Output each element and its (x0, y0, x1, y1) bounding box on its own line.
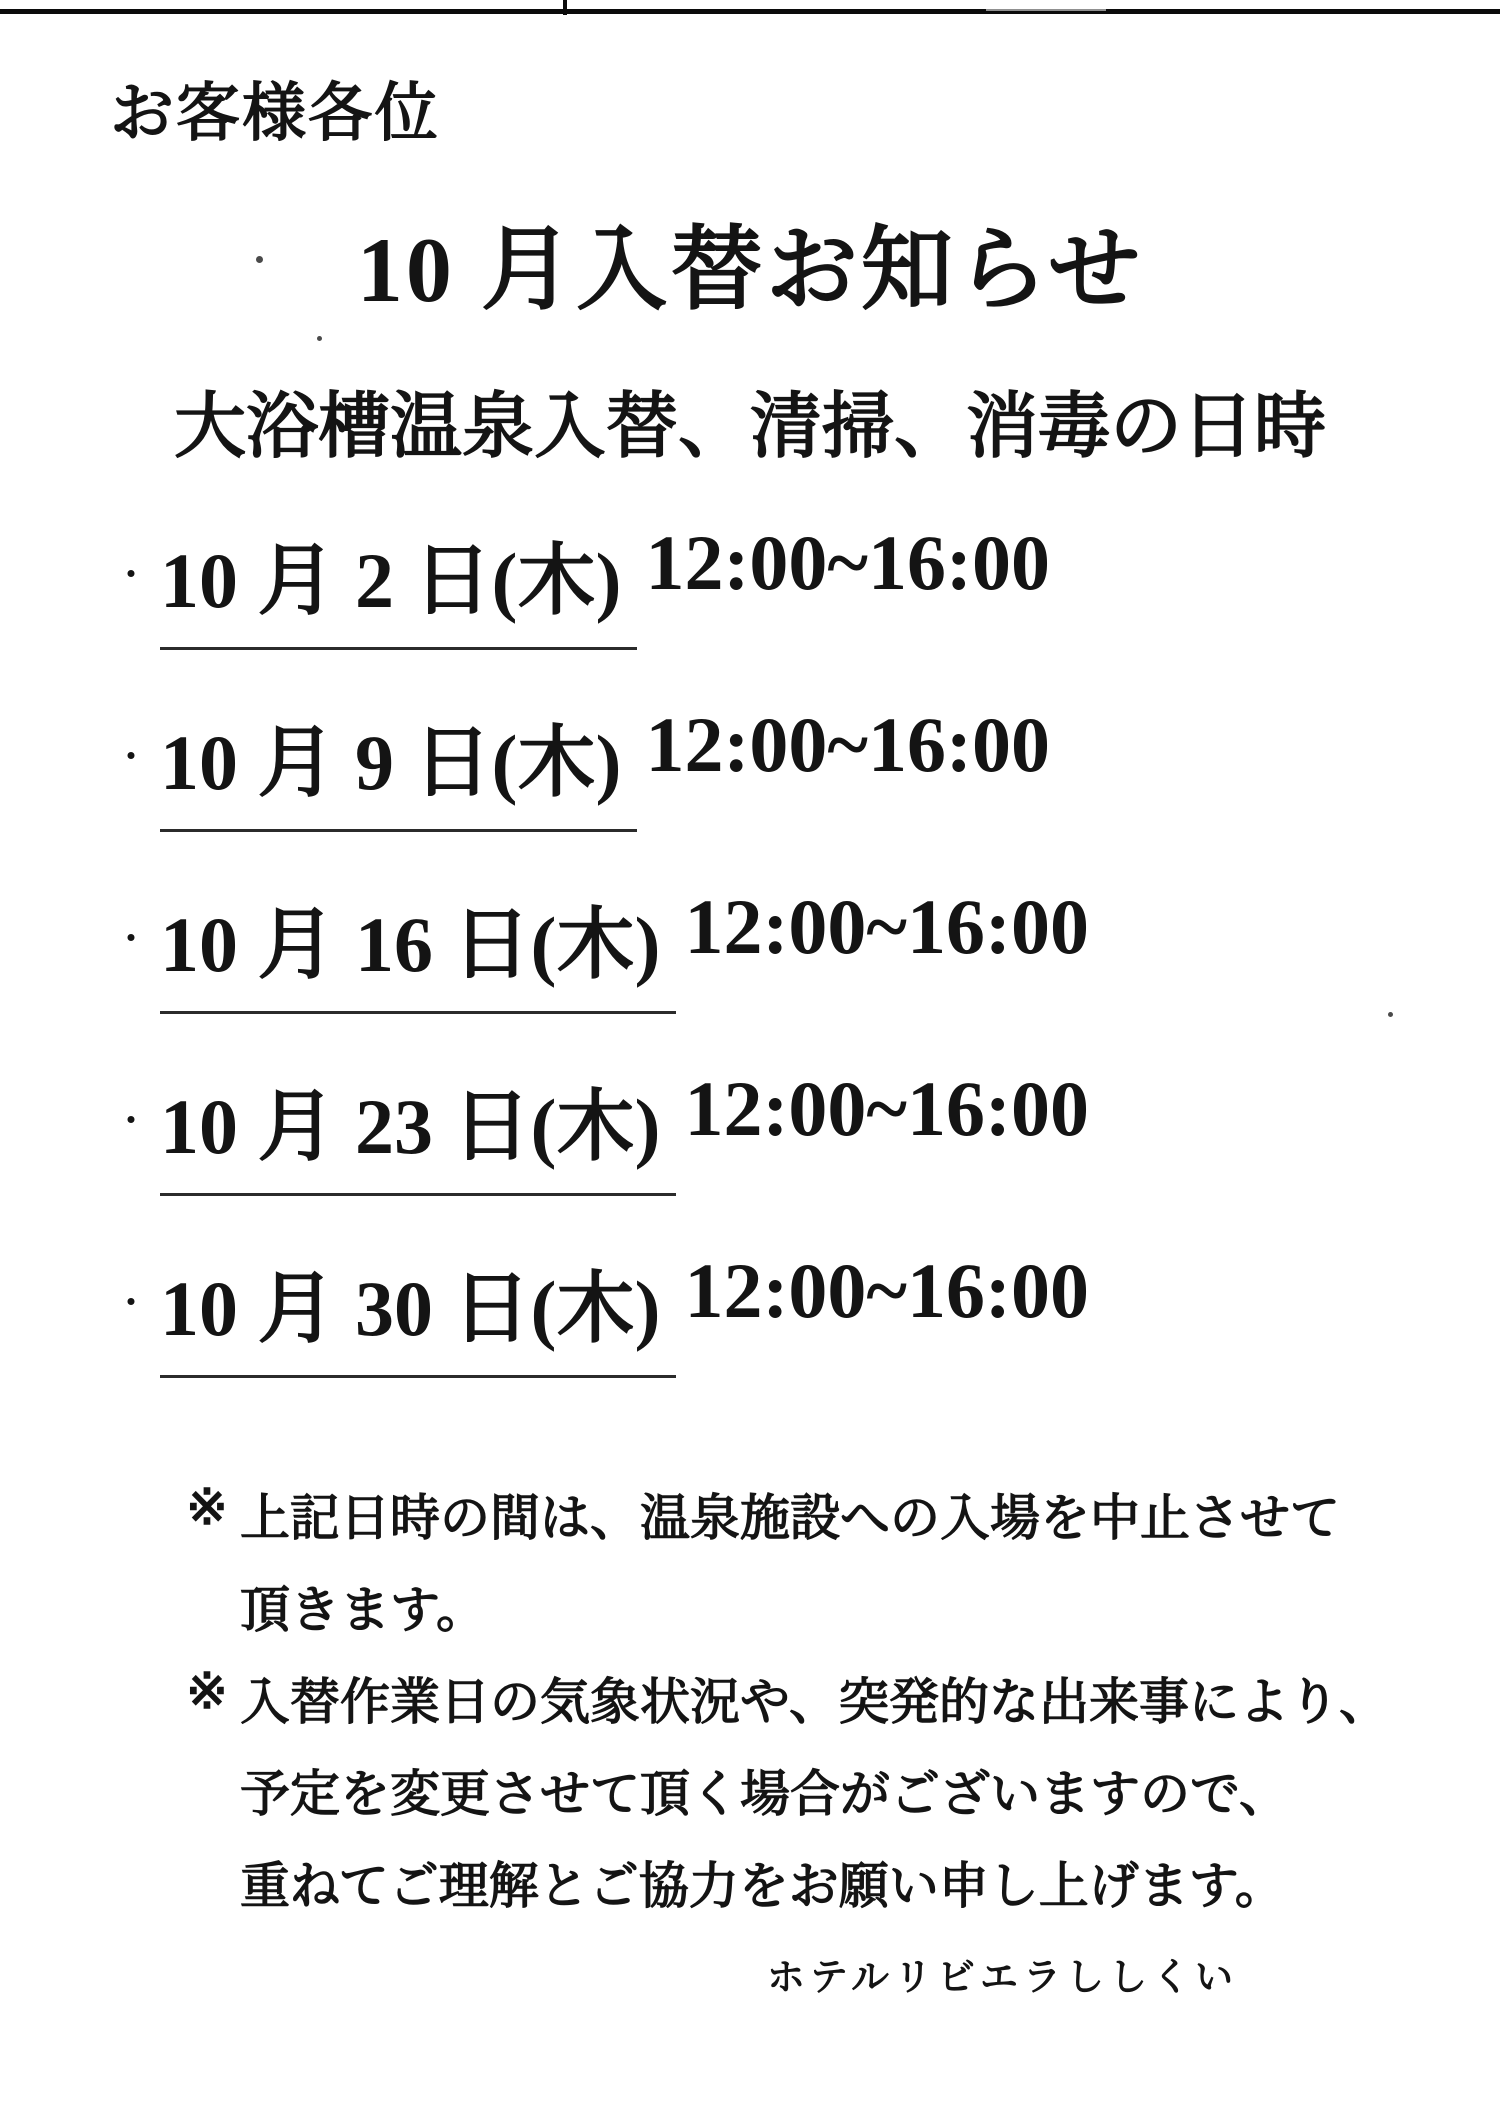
schedule-list (112, 518, 1089, 1428)
note-line (186, 1754, 1446, 1846)
schedule-time: 12:00~16:00 (645, 519, 1050, 606)
note-text: 上記日時の間は、温泉施設への入場を中止させて (240, 1490, 1340, 1546)
schedule-date: 10 月 30 日(木) (160, 1246, 676, 1378)
schedule-date: 10 月 16 日(木) (160, 882, 676, 1014)
scan-artifact-tick (563, 0, 567, 15)
note-line (186, 1478, 1446, 1570)
schedule-item (112, 1064, 1089, 1246)
note-line (186, 1662, 1446, 1754)
scan-speck (1388, 1012, 1393, 1017)
note-text: 重ねてご理解とご協力をお願い申し上げます。 (240, 1858, 1285, 1914)
bullet-dot: ・ (112, 555, 151, 597)
hotel-signature: ホテルリビエラししくい (766, 1957, 1238, 1999)
note-line (186, 1846, 1446, 1938)
bullet-dot: ・ (112, 1283, 151, 1325)
note-line (186, 1570, 1446, 1662)
scan-artifact-line (0, 9, 1500, 14)
bullet-dot: ・ (112, 919, 151, 961)
note-marker: ※ (186, 1663, 228, 1719)
scan-speck (317, 336, 322, 341)
schedule-time: 12:00~16:00 (684, 883, 1089, 970)
schedule-time: 12:00~16:00 (684, 1247, 1089, 1334)
salutation: お客様各位 (110, 78, 440, 149)
note-text: 予定を変更させて頂く場合がございますので、 (240, 1766, 1289, 1822)
note-text: 頂きます。 (240, 1582, 486, 1638)
schedule-item (112, 700, 1089, 882)
scan-artifact-gap (986, 9, 1106, 11)
schedule-date: 10 月 9 日(木) (160, 700, 637, 832)
schedule-date: 10 月 2 日(木) (160, 518, 637, 650)
bullet-dot: ・ (112, 1101, 151, 1143)
notes-section (186, 1478, 1446, 1938)
schedule-item (112, 882, 1089, 1064)
schedule-time: 12:00~16:00 (645, 701, 1050, 788)
bullet-dot: ・ (112, 737, 151, 779)
page-subtitle: 大浴槽温泉入替、清掃、消毒の日時 (173, 387, 1326, 467)
schedule-item (112, 518, 1089, 700)
note-text: 入替作業日の気象状況や、突発的な出来事により、 (240, 1674, 1389, 1730)
page-title: 10 月入替お知らせ (356, 219, 1144, 321)
note-marker: ※ (186, 1479, 228, 1535)
schedule-time: 12:00~16:00 (684, 1065, 1089, 1152)
schedule-date: 10 月 23 日(木) (160, 1064, 676, 1196)
schedule-item (112, 1246, 1089, 1428)
